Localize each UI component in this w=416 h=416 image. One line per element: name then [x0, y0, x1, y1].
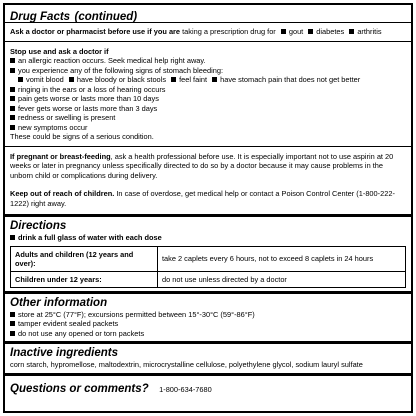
stop-use-note: These could be signs of a serious condition. [10, 132, 154, 141]
bullet-icon [308, 29, 313, 34]
pregnancy-warning: If pregnant or breast-feeding, ask a health professional before use. It is especially important not to use aspirin at 20 weeks or later in pregnancy unless specifically directed to do so by a doctor because it may cause problems in the unborn child or complications during delivery. [10, 151, 394, 180]
bullet-icon [18, 77, 23, 82]
bullet-icon [171, 77, 176, 82]
bullet-icon [10, 235, 15, 240]
drug-facts-header [5, 5, 411, 22]
directions-label: Adults and children (12 years and over): [11, 246, 158, 271]
bullet-icon [10, 125, 15, 130]
bullet-icon [10, 106, 15, 111]
stop-use-section [5, 41, 411, 146]
other-info-item: tamper evident sealed packets [10, 319, 406, 329]
stop-use-item: new symptoms occur [10, 123, 406, 133]
stop-use-subitems: vomit blood have bloody or black stools feel faint have stomach pain that does not get better [10, 75, 406, 85]
directions-value: take 2 caplets every 6 hours, not to exceed 8 caplets in 24 hours [158, 246, 406, 271]
stop-use-item: fever gets worse or lasts more than 3 days [10, 104, 406, 114]
keep-out-warning: Keep out of reach of children. In case of overdose, get medical help or contact a Poison Control Center (1-800-222-1222) right away. [10, 189, 395, 208]
other-info-section [5, 291, 411, 342]
bullet-icon [10, 321, 15, 326]
other-info-title: Other information [10, 296, 108, 309]
continued-label: (continued) [74, 11, 138, 23]
bullet-icon [10, 331, 15, 336]
directions-bullet: drink a full glass of water with each dose [10, 233, 406, 243]
ask-doctor-section [5, 22, 411, 41]
bullet-icon [349, 29, 354, 34]
bullet-icon [281, 29, 286, 34]
directions-label: Children under 12 years: [11, 271, 158, 287]
bullet-icon [10, 87, 15, 92]
bullet-icon [10, 115, 15, 120]
ask-doctor-item: diabetes [316, 27, 345, 36]
drug-facts-title: Drug Facts [10, 11, 71, 23]
inactive-text: corn starch, hypromellose, maltodextrin, microcrystalline cellulose, polyethylene glycol, sodium lauryl sulfate [10, 360, 363, 369]
table-row [11, 271, 406, 287]
stop-use-item: you experience any of the following signs of stomach bleeding: [10, 66, 406, 76]
stop-use-item: pain gets worse or lasts more than 10 days [10, 94, 406, 104]
ask-doctor-item: arthritis [357, 27, 382, 36]
stop-use-item: redness or swelling is present [10, 113, 406, 123]
bullet-icon [10, 312, 15, 317]
inactive-title: Inactive ingredients [10, 347, 119, 359]
ask-doctor-item: gout [288, 27, 304, 36]
stop-use-item: an allergic reaction occurs. Seek medical help right away. [10, 56, 406, 66]
warnings-section [5, 146, 411, 215]
ask-doctor-text: taking a prescription drug for [182, 27, 276, 36]
directions-section [5, 214, 411, 291]
stop-use-heading: Stop use and ask a doctor if [10, 46, 109, 56]
table-row [11, 246, 406, 271]
other-info-item: store at 25°C (77°F); excursions permitted between 15°-30°C (59°-86°F) [10, 310, 406, 320]
ask-doctor-lead: Ask a doctor or pharmacist before use if you are [10, 27, 181, 36]
questions-section [5, 373, 411, 397]
other-info-item: do not use any opened or torn packets [10, 329, 406, 339]
directions-title: Directions [10, 220, 67, 232]
inactive-section [5, 341, 411, 373]
bullet-icon [69, 77, 74, 82]
bullet-icon [10, 58, 15, 63]
questions-title: Questions or comments? [10, 382, 149, 395]
bullet-icon [10, 96, 15, 101]
bullet-icon [10, 68, 15, 73]
stop-use-item: ringing in the ears or a loss of hearing occurs [10, 85, 406, 95]
questions-phone: 1-800-634-7680 [159, 384, 212, 394]
directions-table [10, 246, 406, 288]
drug-facts-panel [3, 3, 413, 413]
directions-value: do not use unless directed by a doctor [158, 271, 406, 287]
bullet-icon [212, 77, 217, 82]
